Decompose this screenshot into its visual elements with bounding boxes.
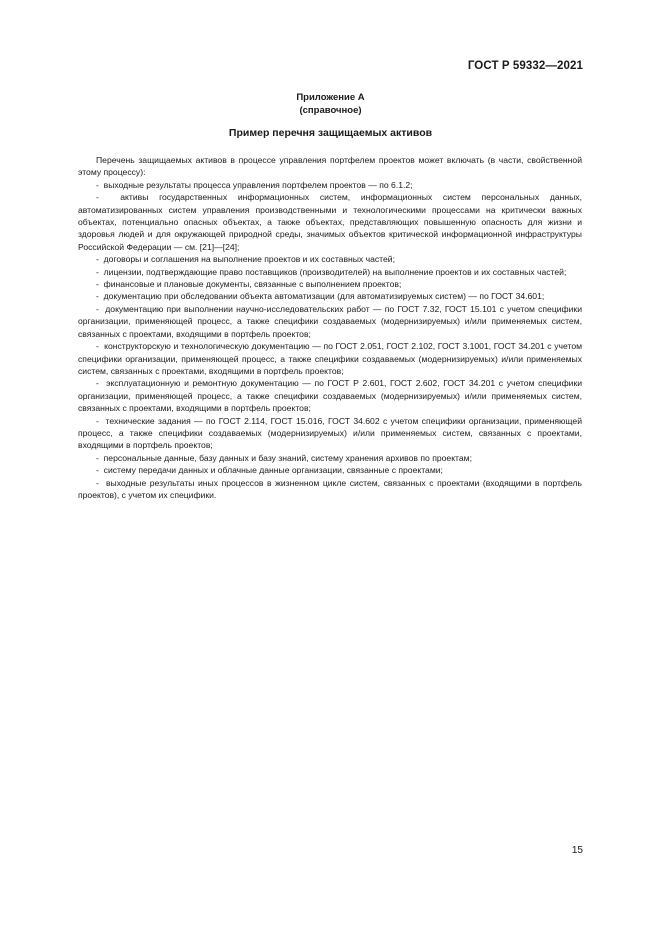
list-item: [78, 266, 582, 278]
list-item-text: технические задания — по ГОСТ 2.114, ГОСТ 15.016, ГОСТ 34.602 с учетом специфики организации, применяющей процесс, а также специфики создаваемых (модернизируемых) и/или применяемых систем, связанных с проектами, входящими в портфель проектов;: [78, 415, 582, 451]
list-item-text: эксплуатационную и ремонтную документацию — по ГОСТ Р 2.601, ГОСТ 2.602, ГОСТ 34.201 с учетом специфики организации, применяющей процесс, а также специфики создаваемых (модернизируемых) и/или применяемых систем, связанных с проектами, входящими в портфель проектов;: [78, 378, 583, 414]
page-number: 15: [571, 845, 583, 856]
list-item: [78, 464, 582, 476]
list-item-text: договоры и соглашения на выполнение проектов и их составных частей;: [103, 254, 395, 265]
list-item-text: выходные результаты иных процессов в жизненном цикле систем, связанных с проектами (входящими в портфель проектов), с учетом их специфики.: [78, 477, 582, 500]
list-dash: -: [96, 477, 106, 488]
list-dash: -: [96, 465, 104, 476]
intro-paragraph: Перечень защищаемых активов в процессе управления портфелем проектов может включать (в части, свойственной этому процессу):: [78, 155, 582, 178]
list-item: [78, 377, 582, 414]
list-dash: -: [96, 303, 106, 314]
list-dash: -: [96, 452, 104, 463]
list-item-text: персональные данные, базу данных и базу знаний, систему хранения архивов по проектам;: [103, 452, 472, 463]
section-title: Пример перечня защищаемых активов: [228, 127, 433, 139]
list-item: [78, 253, 582, 265]
list-item: [78, 290, 582, 302]
list-dash: -: [96, 279, 104, 290]
list-item-text: конструкторскую и технологическую документацию — по ГОСТ 2.051, ГОСТ 2.102, ГОСТ 3.1001, ГОСТ 34.201 с учетом специфики организации, применяющей процесс, а также специфики создаваемых (модернизируемых) и/или применяемых систем, связанных с проектами, входящими в портфель проектов;: [78, 341, 583, 376]
list-dash: -: [96, 266, 104, 277]
list-item: [78, 415, 582, 452]
document-code: ГОСТ Р 59332—2021: [467, 60, 583, 72]
list-item-text: финансовые и плановые документы, связанные с выполнением проектов;: [103, 279, 402, 290]
list-item-text: систему передачи данных и облачные данные организации, связанные с проектами;: [103, 465, 443, 476]
list-item: [78, 278, 582, 290]
list-item: [78, 340, 582, 377]
appendix-type: (справочное): [299, 105, 362, 116]
list-dash: -: [96, 179, 104, 190]
list-item-text: выходные результаты процесса управления портфелем проектов — по 6.1.2;: [103, 179, 413, 190]
list-item: [78, 452, 582, 464]
list-item: [78, 191, 582, 253]
list-dash: -: [96, 254, 104, 265]
list-item: [78, 179, 582, 191]
list-item-text: документацию при выполнении научно-исследовательских работ — по ГОСТ 7.32, ГОСТ 15.101 с учетом специфики организации, применяющей процесс, а также специфики создаваемых (модернизируемых) и/или применяемых систем, связанных с проектами, входящими в портфель проектов;: [78, 303, 582, 339]
appendix-label: Приложение А: [296, 92, 365, 103]
list-dash: -: [96, 415, 106, 426]
list-item-text: лицензии, подтверждающие право поставщиков (производителей) на выполнение проектов и их составных частей;: [103, 266, 567, 277]
list-dash: -: [96, 341, 105, 352]
list-item: [78, 477, 582, 502]
list-item: [78, 303, 582, 340]
list-item-text: активы государственных информационных систем, информационных систем персональных данных, автоматизированных систем управления производственными и технологическими процессами на критически важных объектах, потенциально опасных объектах, а также объектах, представляющих повышенную опасность для жизни и здоровья людей и для окружающей природной среды, значимых объектов критической информационной инфраструктуры Российской Федерации — см. [21]—[24];: [78, 192, 582, 252]
asset-list: [78, 179, 582, 502]
list-item-text: документацию при обследовании объекта автоматизации (для автоматизируемых систем) — по ГОСТ 34.601;: [103, 291, 545, 302]
appendix-heading: [0, 91, 661, 117]
list-dash: -: [96, 192, 121, 203]
list-dash: -: [96, 378, 107, 389]
list-dash: -: [96, 291, 104, 302]
document-body: [78, 154, 582, 501]
